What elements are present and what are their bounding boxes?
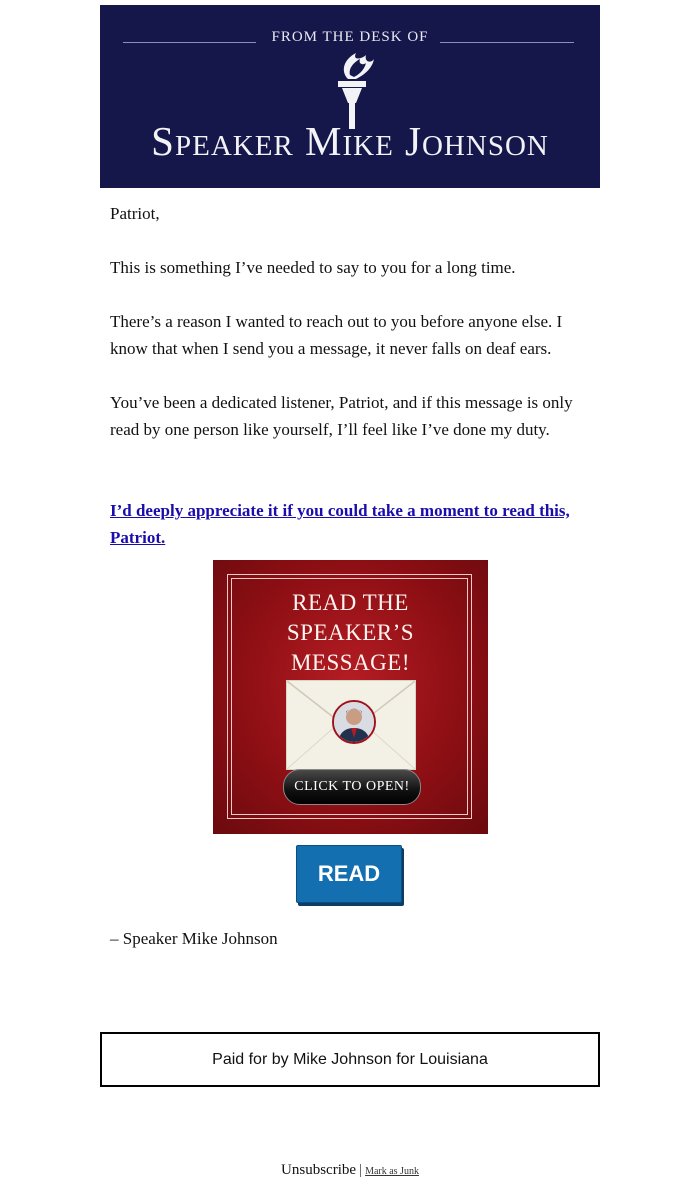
click-to-open-button[interactable]: CLICK TO OPEN!: [283, 769, 421, 805]
salutation: Patriot,: [110, 204, 160, 223]
speaker-portrait: [332, 700, 376, 744]
signature: – Speaker Mike Johnson: [110, 929, 278, 948]
paragraph-3: You’ve been a dedicated listener, Patriot, and if this message is only read by one person like yourself, I’ll feel like I’ve done my duty.: [110, 393, 573, 439]
promo-headline-line-3: MESSAGE!: [290, 650, 410, 675]
person-icon: [334, 702, 374, 742]
read-message-link[interactable]: I’d deeply appreciate it if you could take a moment to read this, Patriot.: [110, 501, 570, 547]
paragraph-2: There’s a reason I wanted to reach out to you before anyone else. I know that when I send you a message, it never falls on deaf ears.: [110, 312, 563, 358]
unsubscribe-link[interactable]: Unsubscribe: [281, 1162, 357, 1178]
bottom-links: [0, 1162, 700, 1179]
mark-as-junk-link[interactable]: Mark as Junk: [365, 1166, 419, 1177]
cta-paragraph: [110, 497, 580, 551]
read-button[interactable]: READ: [296, 845, 402, 903]
paragraph-1: This is something I’ve needed to say to you for a long time.: [110, 258, 516, 277]
paid-for-disclaimer: Paid for by Mike Johnson for Louisiana: [100, 1032, 600, 1087]
link-separator: |: [359, 1162, 363, 1178]
promo-headline-line-2: SPEAKER’S: [286, 620, 415, 645]
promo-headline-line-1: READ THE: [292, 590, 409, 615]
header-banner: [100, 5, 600, 188]
read-message-image[interactable]: [213, 560, 488, 834]
banner-from-line: FROM THE DESK OF: [271, 29, 429, 45]
promo-headline: [213, 588, 488, 678]
banner-name: Speaker Mike Johnson: [151, 118, 549, 164]
